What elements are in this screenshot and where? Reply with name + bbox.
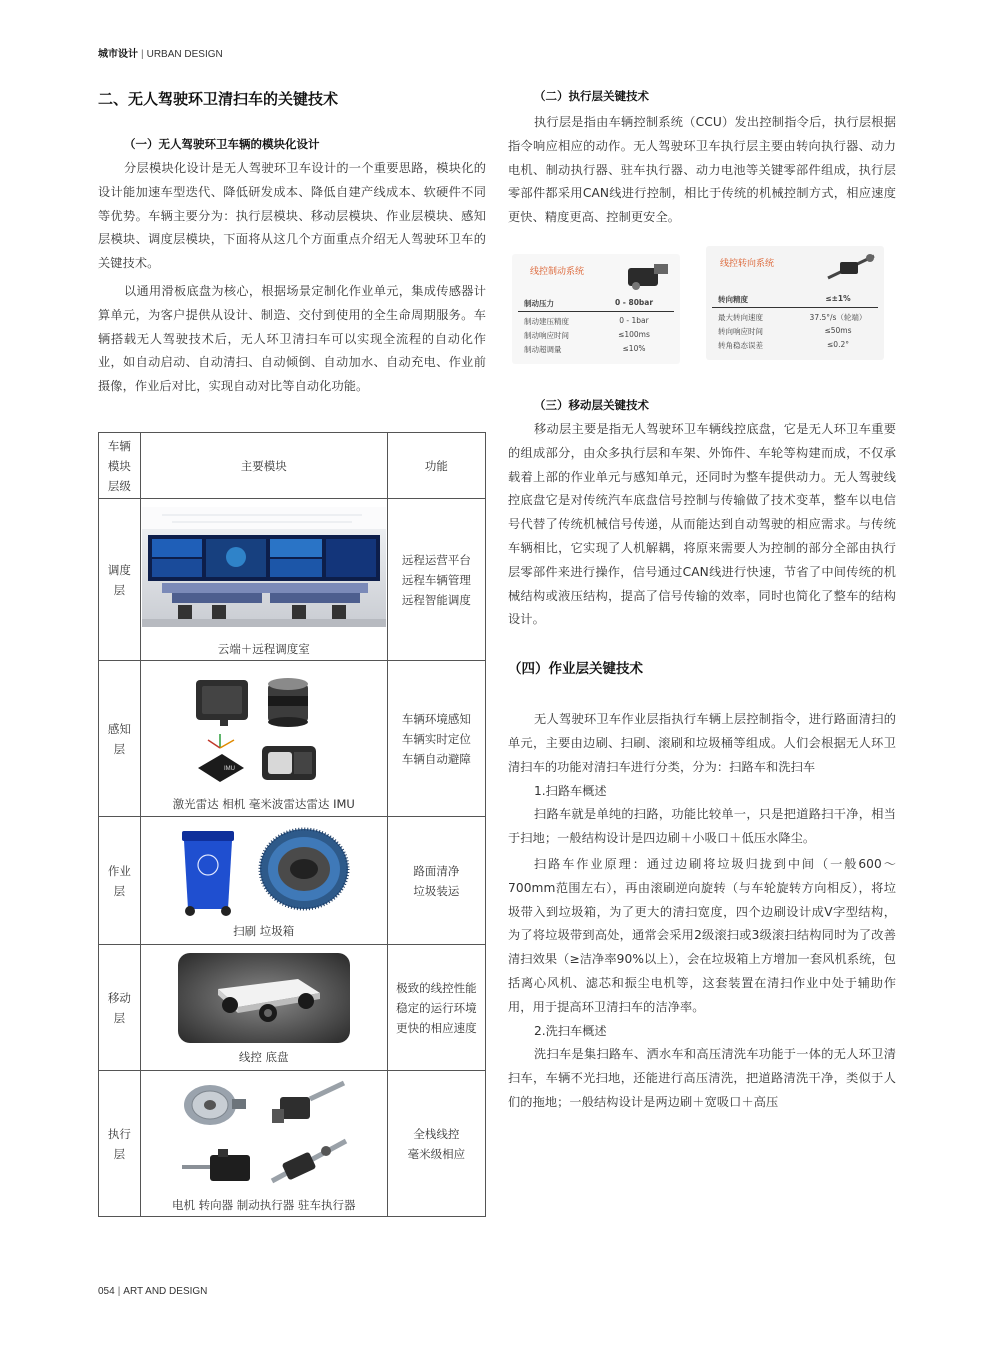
layer-text: 感知: [107, 721, 131, 736]
layer-text: 层: [113, 883, 126, 898]
steering-system-figure: [706, 246, 884, 360]
layer-text: 层: [113, 741, 126, 756]
lidar-icon: [268, 678, 308, 727]
paragraph-6: 扫路车就是单纯的扫路，功能比较单一，只是把道路扫干净，相当于扫地；一般结构设计是四边刷＋小吸口＋低压水降尘。: [508, 807, 896, 846]
imu-label: IMU: [223, 765, 235, 772]
modules-cell: [140, 817, 387, 945]
spec-label: 制动建压精度: [524, 316, 569, 326]
paragraph-4: 移动层主要是指无人驾驶环卫车辆线控底盘，它是无人环卫车重要的组成部分，由众多执行层和车架、外饰件、车轮等构建而成，不仅承载着上部的作业单元与感知单元，还同时为整车提供动力。无人驾驶线控底盘它是对传统汽车底盘信号控制与传输做了技术变革，整车以电信号代替了传统机械信号传递，从而能达到自动驾驶的相应需求。与传统车辆相比，它实现了人机解耦，将原来需要人为控制的部分全部由执行层零部件来进行操作，信号通过CAN线进行快速，节省了中间传统的机械结构或液压结构，提高了信号传输的效率，同时也简化了整车的结构设计。: [508, 421, 896, 627]
imu-icon: [198, 734, 244, 782]
paragraph-5: 无人驾驶环卫车作业层指执行车辆上层控制指令，进行路面清扫的单元，主要由边刷、扫刷、滚刷和垃圾桶等组成。人们会根据无人环卫清扫车的功能对清扫车进行分类，分为：扫路车和洗扫车: [508, 712, 896, 774]
table-row: [99, 817, 486, 945]
steering-figure-title: 线控转向系统: [720, 258, 775, 269]
motor-icon: [184, 1085, 246, 1125]
modules-caption: 线控 底盘: [238, 1049, 289, 1064]
radar-icon: [262, 746, 316, 780]
spec-label: 最大转向速度: [718, 312, 763, 322]
head-text: 层级: [107, 478, 131, 493]
header-brand-en: URBAN DESIGN: [146, 49, 223, 60]
function-text: 路面清净: [413, 863, 460, 878]
brake-spec-table: [518, 298, 674, 355]
right-column: [508, 85, 896, 1115]
layer-text: 层: [113, 1010, 126, 1025]
spec-label: 转角稳态误差: [718, 340, 763, 350]
modules-cell: [140, 945, 387, 1071]
function-text: 垃圾装运: [413, 883, 460, 898]
left-column: [98, 85, 486, 399]
function-cell: [387, 1071, 485, 1217]
spec-label: 制动响应时间: [524, 330, 569, 340]
head-text: 车辆: [107, 438, 131, 453]
function-text: 车辆环境感知: [401, 711, 471, 726]
function-cell: [387, 945, 485, 1071]
layer-cell: [99, 499, 141, 661]
table-row: [99, 661, 486, 817]
steering-icon: [272, 1083, 344, 1123]
table-head-layer: [99, 433, 141, 499]
modules-caption: 扫刷 垃圾箱: [233, 923, 295, 938]
function-text: 远程车辆管理: [401, 572, 471, 587]
running-footer: 054 | ART AND DESIGN: [98, 1286, 208, 1297]
layer-cell: [99, 661, 141, 817]
spec-label: 转向精度: [718, 294, 748, 304]
function-text: 全栈线控: [413, 1126, 460, 1141]
module-table: [98, 432, 486, 1217]
function-text: 车辆自动避障: [401, 751, 471, 766]
table-row: [99, 945, 486, 1071]
layer-text: 层: [113, 582, 126, 597]
section-title: 二、无人驾驶环卫清扫车的关键技术: [98, 90, 339, 108]
function-cell: [387, 817, 485, 945]
brake-figure-title: 线控制动系统: [530, 266, 585, 277]
brake-actuator-icon: [182, 1149, 250, 1181]
table-head-modules: 主要模块: [140, 433, 387, 499]
steering-spec-table: [712, 294, 878, 351]
running-header: 城市设计 | URBAN DESIGN: [98, 49, 223, 60]
paragraph-8: 洗扫车是集扫路车、洒水车和高压清洗车功能于一体的无人环卫清扫车，车辆不光扫地，还能进行高压清洗，把道路清洗干净，类似于人们的拖地；一般结构设计是两边刷＋宽吸口＋高压: [508, 1047, 896, 1109]
spec-value: ≤0.2°: [827, 339, 849, 349]
layer-cell: [99, 817, 141, 945]
steering-unit-icon: [824, 250, 878, 284]
parking-actuator-icon: [272, 1141, 346, 1181]
function-text: 远程智能调度: [401, 592, 471, 607]
paragraph-7: 扫路车作业原理：通过边刷将垃圾归拢到中间（一般600～700mm范围左右），再由滚刷逆向旋转（与车轮旋转方向相反），将垃圾带入到垃圾箱，为了更大的清扫宽度，四个边刷设计成V字型结构，为了将垃圾带到高处，通常会采用2级滚扫或3级滚扫结构同时为了改善清扫效果（≥洁净率90%以上），会在垃圾箱上方增加一套风机系统，包括离心风机、滤芯和振尘电机等，这套装置在清扫作业中处于辅助作用，用于提高环卫清扫车的洁净率。: [508, 856, 896, 1014]
camera-icon: [196, 680, 248, 726]
table-row: [99, 1071, 486, 1217]
function-text: 稳定的运行环境: [396, 1000, 477, 1015]
actuator-figures: [508, 242, 896, 378]
function-text: 车辆实时定位: [401, 731, 471, 746]
layer-text: 执行: [107, 1126, 131, 1141]
brake-unit-icon: [624, 258, 672, 292]
layer-text: 作业: [107, 863, 131, 878]
function-text: 极致的线控性能: [396, 980, 477, 995]
spec-label: 制动超调量: [524, 344, 562, 354]
spec-label: 转向响应时间: [718, 326, 763, 336]
control-room-image: [142, 507, 386, 627]
chassis-image: [178, 953, 350, 1043]
spec-value: 0 - 80bar: [614, 297, 654, 307]
subsection-2-title: （二）执行层关键技术: [534, 89, 649, 103]
layer-text: 移动: [107, 990, 131, 1005]
modules-caption: 电机 转向器 制动执行器 驻车执行器: [172, 1197, 356, 1212]
actuators-image: [176, 1079, 352, 1195]
footer-title: ART AND DESIGN: [123, 1286, 208, 1297]
item-2-heading: 2.洗扫车概述: [534, 1023, 607, 1038]
spec-value: 0 - 1bar: [619, 315, 649, 325]
function-cell: [387, 661, 485, 817]
brush-icon: [260, 829, 348, 909]
brake-system-figure: [512, 254, 680, 364]
table-header-row: [99, 433, 486, 499]
trash-bin-icon: [182, 831, 234, 916]
modules-cell: [140, 499, 387, 661]
table-row: [99, 499, 486, 661]
subsection-4-title: （四）作业层关键技术: [508, 661, 643, 678]
function-text: 更快的相应速度: [396, 1020, 477, 1035]
brush-and-bin-image: [176, 825, 352, 919]
modules-cell: [140, 661, 387, 817]
modules-caption: 云端＋远程调度室: [217, 641, 310, 656]
spec-value: 37.5°/s（轮端）: [809, 312, 867, 322]
spec-value: ≤50ms: [824, 325, 852, 335]
sensors-image: [194, 670, 334, 794]
layer-text: 层: [113, 1146, 126, 1161]
head-text: 模块: [107, 458, 131, 473]
header-brand: 城市设计: [98, 49, 138, 60]
layer-cell: [99, 945, 141, 1071]
paragraph-3: 执行层是指由车辆控制系统（CCU）发出控制指令后，执行层根据指令响应相应的动作。无人驾驶环卫车执行层主要由转向执行器、动力电机、制动执行器、驻车执行器、动力电池等关键零部件组成，执行层零部件都采用CAN线进行控制，相比于传统的机械控制方式，相应速度更快、精度更高、控制更安全。: [508, 115, 896, 225]
modules-caption: 激光雷达 相机 毫米波雷达雷达 IMU: [172, 796, 355, 811]
paragraph-1: 分层模块化设计是无人驾驶环卫车设计的一个重要思路，模块化的设计能加速车型迭代、降低研发成本、降低自建产线成本、软硬件不同等优势。车辆主要分为：执行层模块、移动层模块、作业层模块、感知层模块、调度层模块，下面将从这几个方面重点介绍无人驾驶环卫车的关键技术。: [98, 161, 486, 271]
function-text: 远程运营平台: [401, 552, 471, 567]
subsection-1-title: （一）无人驾驶环卫车辆的模块化设计: [124, 137, 320, 151]
spec-value: ≤100ms: [618, 329, 650, 339]
function-cell: [387, 499, 485, 661]
layer-text: 调度: [107, 562, 131, 577]
subsection-3-title: （三）移动层关键技术: [534, 397, 649, 412]
table-head-function: 功能: [387, 433, 485, 499]
page-number: 054: [98, 1286, 115, 1297]
function-text: 毫米级相应: [407, 1146, 466, 1161]
spec-value: ≤10%: [622, 343, 646, 353]
spec-label: 制动压力: [524, 298, 554, 308]
layer-cell: [99, 1071, 141, 1217]
item-1-heading: 1.扫路车概述: [534, 783, 607, 798]
spec-value: ≤±1%: [825, 293, 851, 303]
modules-cell: [140, 1071, 387, 1217]
paragraph-2: 以通用滑板底盘为核心，根据场景定制化作业单元，集成传感器计算单元，为客户提供从设计、制造、交付到使用的全生命周期服务。车辆搭载无人驾驶技术后，无人环卫清扫车可以实现全流程的自动化作业，如自动启动、自动清扫、自动倾倒、自动加水、自动充电、作业前摄像，作业后对比，实现自动对比等自动化功能。: [98, 283, 486, 394]
